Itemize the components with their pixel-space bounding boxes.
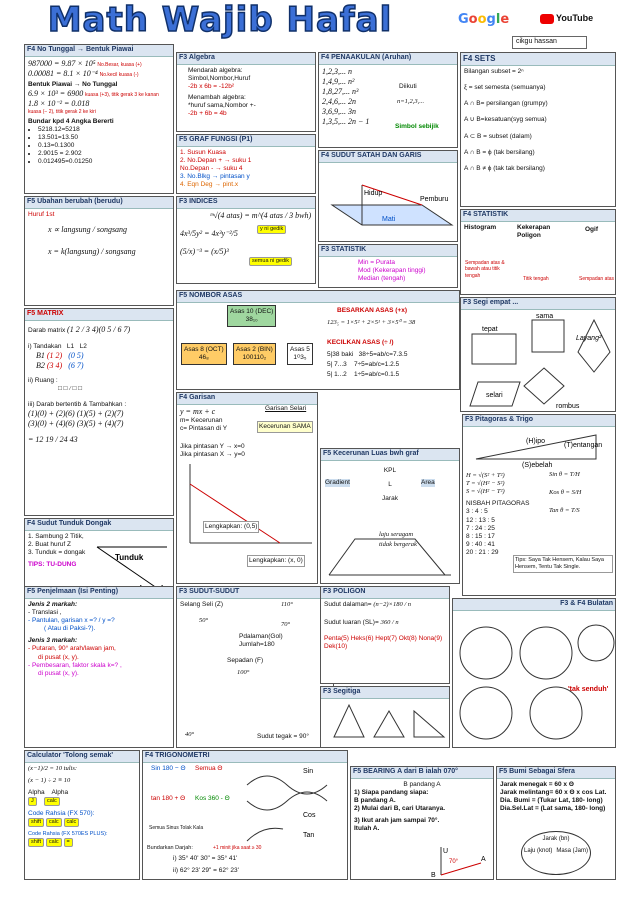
label: Kecerunan SAMA xyxy=(257,421,313,433)
section-title: F3 STATISTIK xyxy=(319,245,457,257)
angle-label: 70° xyxy=(449,859,459,865)
sama-label: sama xyxy=(536,312,554,320)
formula: (1)(0) + (2)(6) (1)(5) + (2)(7) xyxy=(28,409,124,419)
f4-no-tunggal-section xyxy=(24,44,174,194)
quadrilaterals xyxy=(464,312,614,410)
f3-indices-section: F3 INDICES ᵐ√(4 atas) = m^(4 atas / 3 bwh) 4x³/5y² = 4x³y⁻²/5 (5/x)⁻³ = (x/5)³ y ni gedik semua ni gedik xyxy=(176,196,316,284)
f5-matrix-section: F5 MATRIX Darab matrix (1 2 / 3 4)(0 5 / 6 7) i) Tandakan L1 L2 B1 (1 2) (0 5) B2 (3 4) (6 7) ii) Ruang : □ □ / □ □ iii) Darab bertentib & Tambahkan : (1)(0) + (2)(6) (1)(5) + (2)(7) (3)(0) + (4)(6) (3)(5) + (4)(7) = 12 19 / 24 43 xyxy=(24,308,174,516)
note: Sempadan atas & bawah atau titik tengah xyxy=(465,260,505,279)
section-title: F5 Bumi Sebagai Sfera xyxy=(497,767,615,779)
line: - Translasi , xyxy=(28,608,62,616)
tak-senduh-label: 'tak senduh' xyxy=(568,685,609,693)
f5-luas-section xyxy=(320,448,460,584)
label: BESARKAN ASAS (+x) xyxy=(337,307,408,314)
hidup-label: Hidup xyxy=(364,189,383,197)
section-title: F4 TRIGONOMETRI xyxy=(143,751,347,763)
step: Itulah A. xyxy=(354,825,380,833)
tips: Tips: Saya Tak Hensem, Kalau Saya Hensem, Tentu Tak Single. xyxy=(513,555,613,573)
label: laju seragam xyxy=(379,531,414,538)
line-graph xyxy=(180,459,316,549)
section-title: F5 Kecerunan Luas bwh graf xyxy=(321,449,459,461)
section-title: F4 SETS xyxy=(461,53,615,66)
set-item: A ∩ B = ϕ (tak bersilang) xyxy=(464,148,535,156)
label: L xyxy=(388,480,392,488)
line: Dia. Bumi = (Tukar Lat, 180- long) xyxy=(500,797,603,804)
f3-bulatan-section xyxy=(452,598,616,748)
angle: 40° xyxy=(185,731,195,738)
youtube-logo: YouTube xyxy=(540,13,593,24)
sequence: 3,6,9,... 3n xyxy=(322,106,356,116)
label: KPL xyxy=(383,466,397,474)
quadrant: Sin 180 − Θ xyxy=(151,765,186,772)
f5-ubahan-section xyxy=(24,196,174,306)
asas8-box xyxy=(181,343,227,365)
search-input[interactable]: cikgu hassan xyxy=(512,36,587,49)
speed-graph xyxy=(325,525,455,581)
formula: x ∝ langsung / songsang xyxy=(48,224,128,234)
note: Simbol sebijik xyxy=(395,123,439,130)
label: Code Rahsia (FX 570ES PLUS): xyxy=(28,831,108,837)
f5-nombor-asas-section: F5 NOMBOR ASAS Asas 10 (DEC) 38₁₀ Asas 8 (OCT) 46₈ Asas 2 (BIN) 100110₂ Asas 5 1ᴼ3₅ BESARKAN ASAS (+x) 123₅ = 1×5² + 2×5¹ + 3×5⁰ = 38 KECILKAN ASAS (÷ /) 5|38 baki 38÷5=ab/c=7.3.5 5| 7...3 7÷5=ab/c=1.2.5 5| 1...2 1÷5=ab/c=0.1.5 xyxy=(176,290,460,390)
line: Jenis 3 markah: xyxy=(28,637,78,645)
line: Jenis 2 markah: xyxy=(28,600,78,608)
set-item: ξ = set semesta (semuanya) xyxy=(464,84,546,92)
label: Laju (knot) xyxy=(523,847,553,854)
angle: 70° xyxy=(281,621,291,628)
line: Simbol,Nombor,Huruf xyxy=(188,74,251,82)
google-logo: Google xyxy=(458,12,510,27)
page-title: Math Wajib Hafal xyxy=(47,0,393,40)
triangle xyxy=(466,429,614,469)
label: Sudut luaran (SL)= xyxy=(324,618,379,626)
calculator-section: Calculator 'Tolong semak' (x−1)/2 = 10 tulis: (x − 1) ÷ 2 ≡ 10 Alpha Alpha J calc Code Rahsia (FX 570): shift calc calc Code Rahsia (FX 570ES PLUS): shift calc = xyxy=(24,750,140,880)
label: NISBAH PITAGORAS xyxy=(466,500,530,508)
step: 1. Sambung 2 Titik, xyxy=(28,532,84,540)
section-title: F4 PENAAKULAN (Aruhan) xyxy=(319,53,457,65)
u-label: U xyxy=(443,848,449,855)
quadrant: Kos 360 - Θ xyxy=(195,795,230,802)
play-icon xyxy=(540,14,554,24)
label: iii) Darab bertentib & Tambahkan : xyxy=(28,401,127,409)
line: - Putaran, 90° arah/lawan jam, xyxy=(28,645,116,653)
f4-sudut-satah-section xyxy=(318,150,458,242)
angle: 50° xyxy=(199,617,209,624)
label: Pdalaman(Gol) Jumlah=180 xyxy=(239,633,283,649)
section-title: F3 Pitagoras & Trigo xyxy=(463,415,615,427)
step: 1. Susun Kuasa xyxy=(180,148,226,156)
layang-label: Layang² xyxy=(576,334,602,342)
line: Menambah algebra: xyxy=(188,94,246,102)
note: kuasa (− 2), titik gerak 2 ke kiri xyxy=(28,109,96,116)
calc-key: = xyxy=(64,838,73,847)
f3-pitagoras-section: F3 Pitagoras & Trigo (H)ipo (T)entangan (S)ebelah H = √(S² + T²) T = √(H² − S²) S = √(H² − T²) Sin θ = T/H Kos θ = S/H Tan θ = T/S NISBAH PITAGORAS 3 : 4 : 5 12 : 13 : 5 7 : 24 : 25 8 : 15 : 17 9 : 40 : 41 20 : 21 : 29 Tips: Saya Tak Hensem, Kalau Saya Hensem, Tentu Tak Single. xyxy=(462,414,616,596)
section-title: F4 SUDUT SATAH DAN GARIS xyxy=(319,151,457,163)
example-line: 987000 = 9.87 × 10⁵ xyxy=(28,58,96,68)
f3-algebra-section xyxy=(176,52,316,132)
list-item: • 0.13=0.1300 xyxy=(38,142,170,150)
seb-label: (S)ebelah xyxy=(522,461,553,469)
step: 2. Buat huruf Z xyxy=(28,540,71,548)
selari-label: selari xyxy=(486,391,503,399)
callout: Lengkapkan: (x, 0) xyxy=(247,555,305,567)
f4-sets-section xyxy=(460,52,616,207)
section-title: F3 Segi empat ... xyxy=(461,298,615,310)
label: Sudut dalaman= xyxy=(324,600,372,608)
step: 3) Ikut arah jam sampai 70°. xyxy=(354,817,440,825)
step: 2. No.Depan + → suku 1 xyxy=(180,156,252,164)
section-title: F3 Algebra xyxy=(177,53,315,65)
label: Garisan Selari xyxy=(265,405,307,412)
triple: 20 : 21 : 29 xyxy=(466,549,499,556)
l1: L1 xyxy=(66,342,75,350)
triple: 12 : 13 : 5 xyxy=(466,516,495,524)
label: Asas 2 (BIN) xyxy=(236,346,273,353)
section-title: F5 BEARING A dari B ialah 070° xyxy=(351,767,493,779)
f4-statistik-section xyxy=(460,209,616,295)
calc-key: shift xyxy=(28,838,44,847)
value: 38₁₀ xyxy=(245,316,258,324)
section-title: F5 GRAF FUNGSI (P1) xyxy=(177,135,315,147)
line: *huruf sama,Nombor +- xyxy=(188,102,256,110)
list-item: • 5218.12=5218 xyxy=(38,126,170,134)
callout: Lengkapkan: (0,5) xyxy=(203,521,259,533)
note: semua ni gedik xyxy=(249,257,292,266)
l2: L2 xyxy=(79,342,87,350)
stat-item: Median (tengah) xyxy=(358,275,406,282)
section-title: F5 NOMBOR ASAS xyxy=(177,291,459,303)
stat-item: Min = Purata xyxy=(358,258,396,266)
pemburu-label: Pemburu xyxy=(420,195,449,203)
step: 3. Tunduk = dongak xyxy=(28,549,86,556)
label: Asas 8 (OCT) xyxy=(184,346,224,353)
sequence: 2,4,6,... 2n xyxy=(322,96,356,106)
triple: 9 : 40 : 41 xyxy=(466,540,495,548)
value: 100110₂ xyxy=(242,354,267,362)
subheading: Bundar kpd 4 Angka Bererti xyxy=(28,117,114,125)
section-title: F3 INDICES xyxy=(177,197,315,209)
f4-trigo-section xyxy=(142,750,348,880)
tunduk-label: Tunduk xyxy=(115,553,144,562)
note: Semua Sinus Tolak Kala xyxy=(149,825,204,831)
label: KECILKAN ASAS (÷ /) xyxy=(327,339,394,346)
label: Area xyxy=(421,479,435,486)
line: -2b x 6b = -12b² xyxy=(188,83,235,90)
hipo-label: (H)ipo xyxy=(526,437,546,445)
tent-label: (T)entangan xyxy=(564,441,603,449)
calc-key: calc xyxy=(46,818,62,827)
formula: y = mx + c xyxy=(180,406,216,416)
asas10-box xyxy=(227,305,276,327)
line: Mendarab algebra: xyxy=(188,66,243,74)
trig-graphs xyxy=(243,765,345,845)
asas2-box xyxy=(233,343,276,365)
line: - Pantulan, garisan x =? / y =? xyxy=(28,617,115,624)
label: Masa (Jam) xyxy=(556,847,588,854)
step: 1) Siapa pandang siapa: xyxy=(354,788,429,796)
section-title: F4 No Tunggal → Bentuk Piawai xyxy=(25,45,173,57)
bearing-diagram xyxy=(421,845,491,879)
line: ( Atau di Paksi-?). xyxy=(44,625,96,633)
formula: 123₅ = 1×5² + 2×5¹ + 3×5⁰ = 38 xyxy=(327,319,416,326)
mati-label: Mati xyxy=(382,215,396,223)
section-title: F5 MATRIX xyxy=(25,309,173,321)
calc-key: calc xyxy=(46,838,62,847)
example: ii) 62° 23' 29" = 62° 23' xyxy=(173,867,239,874)
f4-penaakulan-section xyxy=(318,52,458,148)
line: B pandang A xyxy=(403,780,441,788)
a-label: A xyxy=(481,856,486,863)
label: Selang Seli (Z) xyxy=(180,600,223,608)
value: 1ᴼ3₅ xyxy=(293,354,307,362)
line: m= Kecerunan xyxy=(180,416,223,424)
line: Jarak menegak = 60 x Θ xyxy=(500,780,574,788)
jarak-laju-masa xyxy=(521,831,591,875)
note: No.kecil kuasa (-) xyxy=(99,71,139,78)
circle-diagrams xyxy=(456,613,616,743)
f5-sfera-section xyxy=(496,766,616,880)
note: Sempadan atas xyxy=(579,276,615,282)
subheading: Bentuk Piawai → No Tunggal xyxy=(28,81,118,88)
stat-item: Mod (Kekerapan tinggi) xyxy=(358,266,426,274)
formula: (x−1)/2 = 10 tulis: xyxy=(28,764,78,772)
label: Code Rahsia (FX 570): xyxy=(28,810,95,817)
prism-diagram xyxy=(322,165,456,239)
f3-poligon-section: F3 POLIGON Sudut dalaman= (n−2)×180 / n Sudut luaran (SL)= 360 / n Penta(5) Heks(6) Hept(7) Okt(8) Nona(9) Dek(10) xyxy=(320,586,450,684)
example: i) 35° 40' 30" = 35° 41' xyxy=(173,855,238,862)
label: Ogif xyxy=(585,226,598,233)
step: No.Depan - → suku 4 xyxy=(180,165,243,172)
label: ii) Ruang : xyxy=(28,377,58,384)
calc-key: J xyxy=(28,797,37,806)
quadrant: tan 180 + Θ xyxy=(151,795,186,802)
f3-segi-empat-section xyxy=(460,297,616,412)
note: y ni gedik xyxy=(257,225,286,234)
label: Histogram xyxy=(464,223,497,231)
section-title: F3 Segitiga xyxy=(321,687,449,699)
section-title: F4 Garisan xyxy=(177,393,317,405)
label: Jarak (bn) xyxy=(542,836,570,842)
step: 4. Eqn Deg → pint.x xyxy=(180,181,239,189)
label: Gradient xyxy=(325,479,350,486)
angle: 110° xyxy=(281,601,293,608)
f4-garisan-section xyxy=(176,392,318,584)
label: Sepadan (F) xyxy=(227,657,264,664)
bundar-list xyxy=(38,126,170,167)
section-title: F5 Penjelmaan (Isi Penting) xyxy=(25,587,173,599)
note: +1 minit jika saat ≥ 30 xyxy=(213,845,262,851)
list-item: • 0.012495=0.01250 xyxy=(38,158,170,166)
step: B pandang A. xyxy=(354,797,396,804)
line: Dia.Sel.Lat = (Lat sama, 180- long) xyxy=(500,805,606,813)
sequence: 1,4,9,... n² xyxy=(322,76,355,86)
tepat-label: tepat xyxy=(482,325,498,333)
label: Asas 10 (DEC) xyxy=(230,308,274,315)
line: Jika pintasan Y → x=0 xyxy=(180,443,245,450)
line: Jarak melintang= 60 x Θ x cos Lat. xyxy=(500,788,607,796)
label: Jarak xyxy=(382,495,398,502)
line: c= Pintasan di Y xyxy=(180,424,228,432)
label: tidak bergerak xyxy=(379,541,417,548)
note: No.Besar, kuasa (+) xyxy=(97,61,142,68)
section-title: F4 STATISTIK xyxy=(461,210,615,222)
calc-key: shift xyxy=(28,818,44,827)
label: Sudut tegak = 90° xyxy=(257,733,309,740)
line: - Pembesaran, faktor skala k=? , xyxy=(28,661,122,669)
note: Titik tengah xyxy=(523,276,549,282)
calc-key: calc xyxy=(64,818,80,827)
tan-label: Tan xyxy=(303,832,315,839)
section-title: F3 POLIGON xyxy=(321,587,449,599)
label: Kekerapan Poligon xyxy=(517,224,551,240)
example-line: 6.9 × 10³ = 6900 xyxy=(28,89,84,99)
label: Darab matrix xyxy=(28,326,66,334)
sequence: 1,8,27,... n³ xyxy=(322,86,359,96)
triple: 8 : 15 : 17 xyxy=(466,532,495,540)
example-line: 1.8 × 10⁻² = 0.018 xyxy=(28,99,90,109)
f3-segitiga-section xyxy=(320,686,450,748)
section-title: F5 Ubahan berubah (berudu) xyxy=(25,197,173,209)
calc-key: calc xyxy=(44,797,60,806)
f3-statistik-section xyxy=(318,244,458,288)
label: Alpha xyxy=(51,789,69,796)
f5-bearing-section xyxy=(350,766,494,880)
sequence: 1,2,3,... n xyxy=(322,66,352,76)
f3-sudut-sudut-section xyxy=(176,586,334,748)
list-item: • 13.501=13.50 xyxy=(38,134,170,142)
section-title: Calculator 'Tolong semak' xyxy=(25,751,139,763)
triangle-diagrams xyxy=(324,701,448,741)
section-title: F4 Sudut Tunduk Dongak xyxy=(25,519,173,531)
triple: 7 : 24 : 25 xyxy=(466,524,495,532)
b-label: B xyxy=(431,872,436,879)
polygon-names: Penta(5) Heks(6) Hept(7) Okt(8) Nona(9) Dek(10) xyxy=(324,635,443,651)
line: Jika pintasan X → y=0 xyxy=(180,451,245,459)
angle: 100° xyxy=(237,669,250,676)
label: i) Tandakan xyxy=(28,342,62,350)
label: Bundarkan Darjah: xyxy=(147,845,193,851)
tips: TIPS: TU-DUNG xyxy=(28,561,77,569)
example-line: 0.00081 = 8.1 × 10⁻⁴ xyxy=(28,68,98,78)
label: Asas 5 xyxy=(290,346,310,353)
set-item: A ∪ B=kesatuan(syg semua) xyxy=(464,116,547,124)
formula: (3)(0) + (4)(6) (3)(5) + (4)(7) xyxy=(28,419,124,429)
step: 2) Mulai dari B, cari Utaranya. xyxy=(354,805,446,813)
cos-label: Cos xyxy=(303,812,316,819)
sin-label: Sin xyxy=(303,768,314,775)
line: di pusat (x, y). xyxy=(38,669,79,677)
label: Alpha xyxy=(28,789,45,796)
note: kuasa (+3), titik gerak 3 ke kanan xyxy=(85,92,159,99)
line: -2b + 6b = 4b xyxy=(188,110,227,118)
note: Diikuti xyxy=(399,83,417,90)
set-item: A ∩ B= persilangan (grumpy) xyxy=(464,100,548,108)
value: 46₈ xyxy=(198,354,209,362)
b2: B2 xyxy=(36,361,45,370)
section-title: F3 & F4 Bulatan xyxy=(453,599,615,611)
set-item: A ⊂ B = subset (dalam) xyxy=(464,132,532,140)
sequence: 1,3,5,... 2n − 1 xyxy=(322,116,370,126)
step: 3. No.Blkg → pintasan y xyxy=(180,173,250,181)
section-title: F3 SUDUT-SUDUT xyxy=(177,587,333,599)
b1: B1 xyxy=(36,351,45,360)
quadrant: Semua Θ xyxy=(195,765,223,772)
line: Bilangan subset = 2ⁿ xyxy=(464,68,524,75)
formula: x = k(langsung) / songsang xyxy=(48,246,136,256)
list-item: • 2.9015 = 2.902 xyxy=(38,150,170,158)
line: di pusat (x, y). xyxy=(38,653,79,661)
note: Huruf 1st xyxy=(28,210,55,218)
triple: 3 : 4 : 5 xyxy=(466,508,488,516)
result: = 12 19 / 24 43 xyxy=(28,435,78,445)
rombus-label: rombus xyxy=(556,402,580,410)
f5-penjelmaan-section xyxy=(24,586,174,748)
f5-graf-section xyxy=(176,134,316,194)
note: n=1,2,3,... xyxy=(397,98,425,105)
asas5-box xyxy=(287,343,313,365)
set-item: A ∩ B ≠ ϕ (tak tak bersilang) xyxy=(464,164,545,172)
